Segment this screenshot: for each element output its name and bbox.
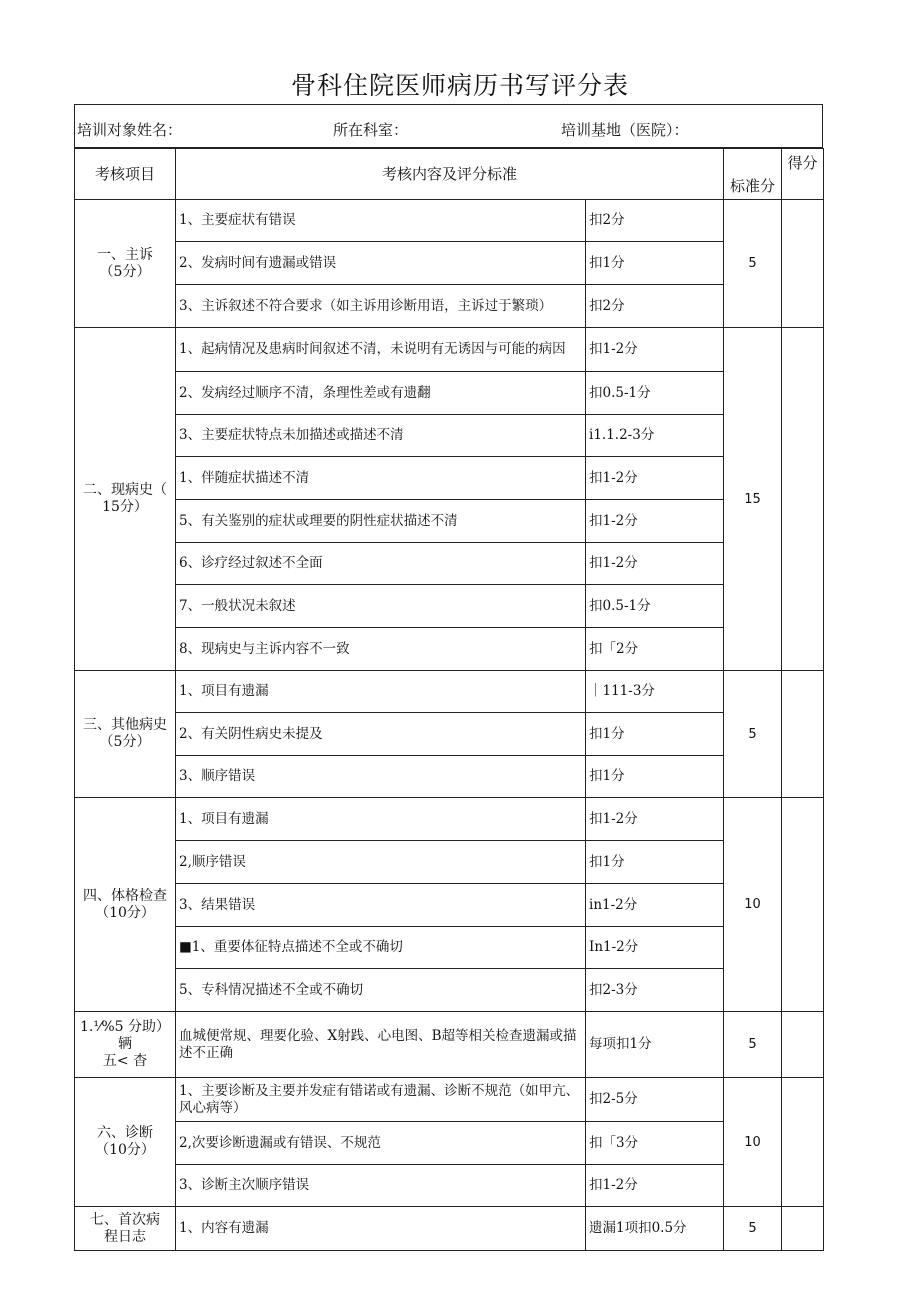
score-input-cell[interactable] (782, 200, 824, 328)
table-row (75, 242, 824, 285)
penalty-cell: 遗漏1项扣0.5分 (586, 1207, 724, 1251)
penalty-cell: 扣2分 (586, 200, 724, 242)
criterion-cell: 2、发病经过顺序不清，条理性差或有遗翻 (176, 372, 586, 415)
trainee-name-label: 培训对象姓名： (77, 121, 183, 139)
penalty-cell: In1-2分 (586, 927, 724, 969)
penalty-cell: 扣1-2分 (586, 1165, 724, 1207)
penalty-cell: 扣1分 (586, 242, 724, 285)
column-header-content: 考核内容及评分标准 (176, 149, 724, 200)
score-input-cell[interactable] (782, 671, 824, 798)
score-input-cell[interactable] (782, 1012, 824, 1078)
table-row (75, 884, 824, 927)
table-row (75, 543, 824, 585)
penalty-cell: 扣「2分 (586, 628, 724, 671)
table-row (75, 457, 824, 500)
criterion-cell: 血城便常规、理要化验、X射践、心电图、B超等相关检查遗漏或描述不正确 (176, 1012, 586, 1078)
penalty-cell: 扣1分 (586, 841, 724, 884)
table-row (75, 500, 824, 543)
category-cell: 二、现病史（ 15分） (75, 328, 176, 671)
column-header-score: 得分 (782, 149, 824, 200)
criterion-cell: 5、有关鉴别的症状或理要的阴性症状描述不清 (176, 500, 586, 543)
penalty-cell: 扣1-2分 (586, 457, 724, 500)
criterion-cell: 2、有关阴性病史未提及 (176, 713, 586, 756)
penalty-cell: in1-2分 (586, 884, 724, 927)
table-row (75, 969, 824, 1012)
standard-score-cell: 5 (724, 200, 782, 328)
criterion-cell: 1、伴随症状描述不清 (176, 457, 586, 500)
table-row (75, 713, 824, 756)
table-row (75, 841, 824, 884)
score-input-cell[interactable] (782, 1078, 824, 1207)
table-row (75, 1122, 824, 1165)
column-header-row (75, 149, 824, 200)
category-cell: 六、诊断 （10分） (75, 1078, 176, 1207)
criterion-cell: ■1、重要体征特点描述不全或不确切 (176, 927, 586, 969)
criterion-cell: 2,顺序错误 (176, 841, 586, 884)
criterion-cell: 1、主要诊断及主要并发症有错诺或有遗漏、诊断不规范（如甲亢、风心病等） (176, 1078, 586, 1122)
category-cell: 七、首次病 程日志 (75, 1207, 176, 1251)
table-row (75, 372, 824, 415)
training-base-label: 培训基地（医院）： (561, 121, 689, 139)
criterion-cell: 1、内容有遗漏 (176, 1207, 586, 1251)
table-row (75, 1012, 824, 1078)
column-header-standard: 标准分 (724, 149, 782, 200)
penalty-cell: 扣1-2分 (586, 500, 724, 543)
criterion-cell: 1、起病情况及患病时间叙述不清，未说明有无诱因与可能的病因 (176, 328, 586, 372)
department-label: 所在科室： (333, 121, 409, 139)
table-row (75, 200, 824, 242)
trainee-info-row (74, 104, 823, 148)
table-row (75, 1078, 824, 1122)
page-title: 骨科住院医师病历书写评分表 (290, 71, 629, 100)
penalty-cell: 每项扣1分 (586, 1012, 724, 1078)
table-row (75, 628, 824, 671)
table-row (75, 415, 824, 457)
criterion-cell: 3、顺序错误 (176, 756, 586, 798)
table-row (75, 1207, 824, 1251)
column-header-item: 考核项目 (75, 149, 176, 200)
table-row (75, 1165, 824, 1207)
table-row (75, 671, 824, 713)
scoring-table (74, 148, 824, 1251)
penalty-cell: ｜111-3分 (586, 671, 724, 713)
score-input-cell[interactable] (782, 1207, 824, 1251)
penalty-cell: 扣1分 (586, 713, 724, 756)
criterion-cell: 6、诊疗经过叙述不全面 (176, 543, 586, 585)
criterion-cell: 5、专科情况描述不全或不确切 (176, 969, 586, 1012)
criterion-cell: 3、主诉叙述不符合要求（如主诉用诊断用语，主诉过于繁琐） (176, 285, 586, 328)
criterion-cell: 8、现病史与主诉内容不一致 (176, 628, 586, 671)
standard-score-cell: 10 (724, 798, 782, 1012)
score-input-cell[interactable] (782, 798, 824, 1012)
criterion-cell: 3、诊断主次顺序错误 (176, 1165, 586, 1207)
criterion-cell: 1、主要症状有错误 (176, 200, 586, 242)
penalty-cell: 扣1-2分 (586, 543, 724, 585)
score-input-cell[interactable] (782, 328, 824, 671)
penalty-cell: 扣「3分 (586, 1122, 724, 1165)
penalty-cell: i1.1.2-3分 (586, 415, 724, 457)
criterion-cell: 7、一般状况未叙述 (176, 585, 586, 628)
criterion-cell: 1、项目有遗漏 (176, 671, 586, 713)
criterion-cell: 3、主要症状特点未加描述或描述不清 (176, 415, 586, 457)
table-row (75, 285, 824, 328)
category-cell: 三、其他病史 （5分） (75, 671, 176, 798)
standard-score-cell: 5 (724, 1207, 782, 1251)
standard-score-cell: 5 (724, 1012, 782, 1078)
criterion-cell: 2,次要诊断遗漏或有错误、不规范 (176, 1122, 586, 1165)
penalty-cell: 扣1-2分 (586, 328, 724, 372)
penalty-cell: 扣1-2分 (586, 798, 724, 841)
table-row (75, 756, 824, 798)
standard-score-cell: 15 (724, 328, 782, 671)
criterion-cell: 3、结果错误 (176, 884, 586, 927)
table-row (75, 328, 824, 372)
category-cell: 一、主诉 （5分） (75, 200, 176, 328)
standard-score-cell: 5 (724, 671, 782, 798)
penalty-cell: 扣2-3分 (586, 969, 724, 1012)
penalty-cell: 扣1分 (586, 756, 724, 798)
category-cell: 四、体格检查 （10分） (75, 798, 176, 1012)
criterion-cell: 1、项目有遗漏 (176, 798, 586, 841)
table-row (75, 927, 824, 969)
penalty-cell: 扣2分 (586, 285, 724, 328)
category-cell: 1.⅟%5 分助）辆 五< 杳 (75, 1012, 176, 1078)
table-row (75, 585, 824, 628)
penalty-cell: 扣2-5分 (586, 1078, 724, 1122)
criterion-cell: 2、发病时间有遗漏或错误 (176, 242, 586, 285)
standard-score-cell: 10 (724, 1078, 782, 1207)
table-row (75, 798, 824, 841)
penalty-cell: 扣0.5-1分 (586, 585, 724, 628)
penalty-cell: 扣0.5-1分 (586, 372, 724, 415)
